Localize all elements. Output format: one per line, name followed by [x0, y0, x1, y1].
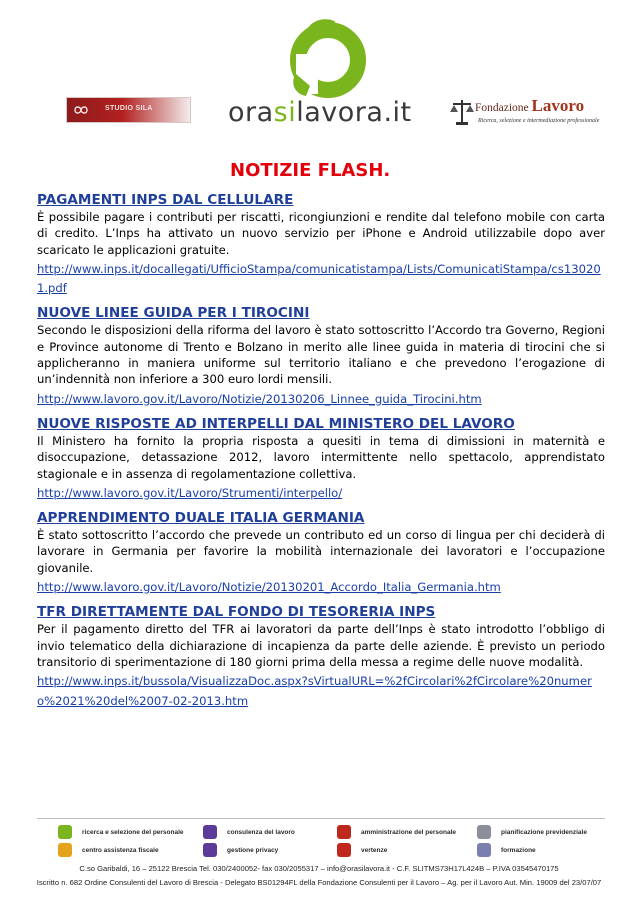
infinity-icon [73, 105, 89, 115]
service-item [203, 842, 278, 858]
service-label: pianificazione previdenziale [501, 828, 587, 836]
news-item [37, 510, 605, 595]
service-label: centro assistenza fiscale [82, 846, 159, 854]
service-logo-icon [58, 825, 72, 839]
letterhead [0, 0, 638, 140]
brand-accent: si [273, 97, 297, 128]
service-logo-icon [58, 843, 72, 857]
news-list [37, 192, 605, 718]
fondazione-lavoro-logo [448, 92, 610, 132]
news-item [37, 192, 605, 296]
news-heading: NUOVE RISPOSTE AD INTERPELLI DAL MINISTERO DEL LAVORO [37, 415, 515, 432]
scales-icon [448, 96, 476, 128]
brand-suffix: lavora.it [296, 97, 412, 128]
news-heading: APPRENDIMENTO DUALE ITALIA GERMANIA [37, 510, 365, 527]
news-heading: NUOVE LINEE GUIDA PER I TIROCINI [37, 305, 310, 322]
news-body: È stato sottoscritto l’accordo che prevede un contributo ed un corso di lingua per chi deciderà di lavorare in Germania per favorire la mobilità internazionale dei lavoratori e l’occupazione giovanile. [37, 528, 605, 575]
service-logo-icon [337, 843, 351, 857]
service-label: gestione privacy [227, 846, 279, 854]
fondazione-tagline: Ricerca, selezione e intermediazione professionale [478, 118, 600, 124]
studio-sila-logo-text: STUDIO SILA [105, 105, 153, 112]
service-logo-icon [203, 825, 217, 839]
service-item [203, 824, 295, 840]
orasilavora-wordmark [228, 97, 412, 128]
footer-registration: Iscritto n. 682 Ordine Consulenti del Lavoro di Brescia - Delegato BS01294FL della Fondazione Consulenti per il Lavoro – Ag. per il Lavoro Aut. Min. 19009 del 23/07/07 [36, 878, 602, 887]
service-label: amministrazione del personale [361, 828, 457, 836]
service-item [58, 842, 159, 858]
orasilavora-emblem-icon [266, 14, 386, 99]
service-logo-icon [477, 843, 491, 857]
news-heading: PAGAMENTI INPS DAL CELLULARE [37, 192, 294, 208]
news-link[interactable]: http://www.inps.it/bussola/VisualizzaDoc.aspx?sVirtualURL=%2fCircolari%2fCircolare%20numero%2021%20del%2007-02-2013.htm [37, 674, 592, 708]
service-label: ricerca e selezione del personale [82, 828, 184, 836]
news-link[interactable]: http://www.inps.it/docallegati/UfficioStampa/comunicatistampa/Lists/ComunicatiStampa/cs130201.pdf [37, 261, 601, 296]
brand-prefix: ora [228, 97, 274, 128]
footer-divider [37, 818, 605, 819]
news-heading: TFR DIRETTAMENTE DAL FONDO DI TESORERIA INPS [37, 604, 436, 621]
page-title: NOTIZIE FLASH. [230, 160, 391, 181]
news-link[interactable]: http://www.lavoro.gov.it/Lavoro/Notizie/20130206_Linnee_guida_Tirocini.htm [37, 391, 482, 406]
fondazione-lavoro-name [475, 96, 584, 116]
news-item [37, 604, 605, 708]
service-item [337, 824, 456, 840]
fondazione-main: Lavoro [531, 96, 585, 115]
news-item [37, 305, 605, 406]
service-logo-icon [203, 843, 217, 857]
news-body: Per il pagamento diretto del TFR ai lavoratori da parte dell’Inps è stato introdotto l’obbligo di invio telematico della dichiarazione di incapienza da parte delle aziende. È previsto un periodo transitorio di sperimentazione di 180 giorni prima della messa a regime delle nuove modalità. [37, 622, 605, 669]
fondazione-pre: Fondazione [475, 102, 532, 114]
service-logo-icon [477, 825, 491, 839]
footer-address: C.so Garibaldi, 16 – 25122 Brescia Tel. 030/2400052- fax 030/2055317 – info@orasilavora.it - C.F. SLITMS73H17L424B – P.IVA 03545470175 [79, 864, 559, 873]
news-link[interactable]: http://www.lavoro.gov.it/Lavoro/Notizie/20130201_Accordo_Italia_Germania.htm [37, 580, 501, 595]
service-item [58, 824, 184, 840]
service-item [337, 842, 387, 858]
news-body: Il Ministero ha fornito la propria risposta a quesiti in tema di dimissioni in maternità e disoccupazione, detassazione 2012, lavoro intermittente nello spettacolo, apprendistato stagionale e in assenza di regolamentazione collettiva. [37, 433, 605, 481]
service-label: consulenza del lavoro [227, 828, 295, 836]
service-logo-icon [337, 825, 351, 839]
service-label: vertenze [361, 846, 388, 854]
news-body: Secondo le disposizioni della riforma del lavoro è stato sottoscritto l’Accordo tra Governo, Regioni e Province autonome di Trento e Bolzano in merito alle linee guida in materia di tirocini che si applicheranno in maniera uniforme sul territorio italiano e che prevedono l’erogazione di un’indennità non inferiore a 300 euro lordi mensili. [37, 323, 605, 387]
studio-sila-logo [66, 97, 191, 123]
service-label: formazione [501, 846, 536, 854]
news-link[interactable]: http://www.lavoro.gov.it/Lavoro/Strumenti/interpello/ [37, 485, 343, 500]
news-item [37, 416, 605, 501]
news-body: È possibile pagare i contributi per riscatti, ricongiunzioni e rendite dal telefono mobile con carta di credito. L’Inps ha attivato un nuovo servizio per iPhone e Android utilizzabile dopo aver scaricato le applicazioni gratuite. [37, 210, 605, 257]
service-item [477, 824, 587, 840]
service-item [477, 842, 536, 858]
